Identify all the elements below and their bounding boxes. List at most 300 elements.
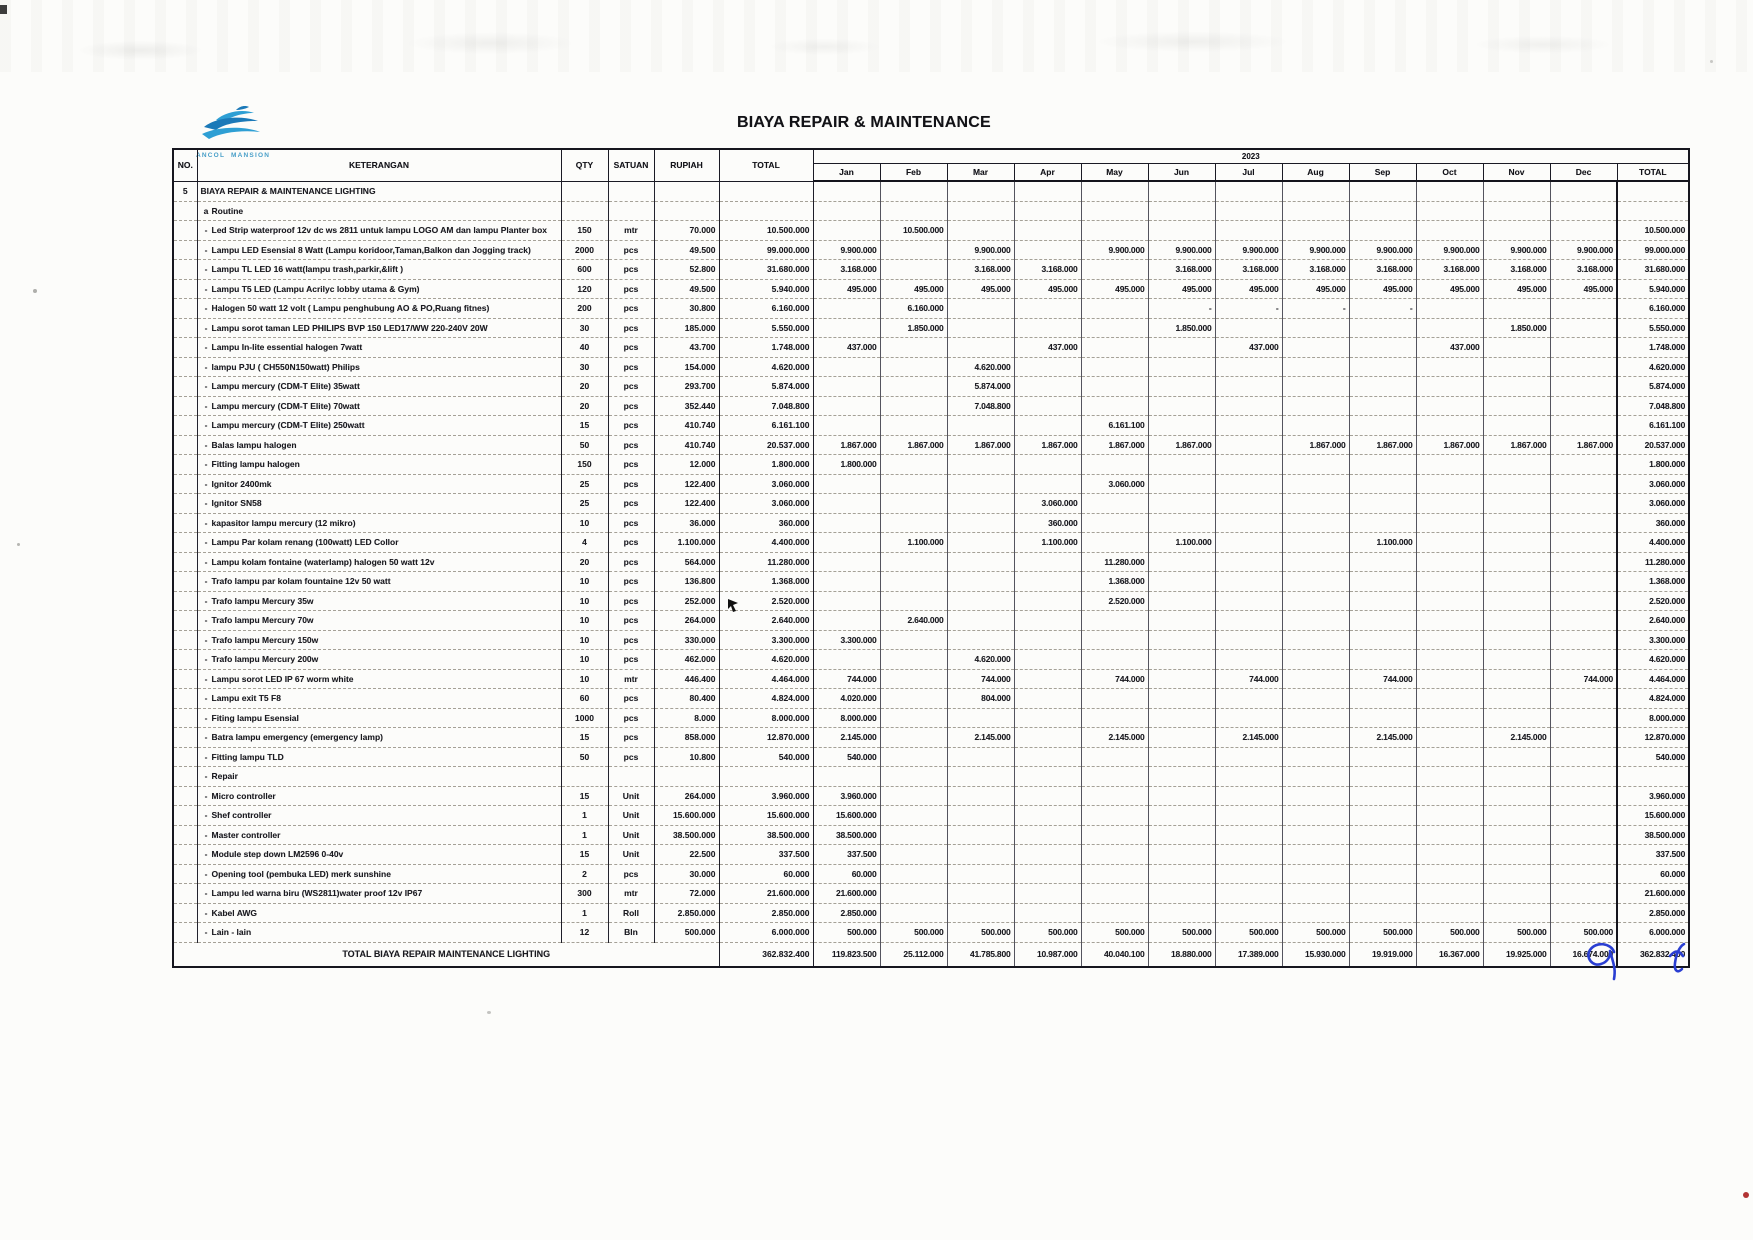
month-header-jun: Jun bbox=[1148, 164, 1215, 182]
qty-cell: 10 bbox=[561, 669, 608, 689]
item-description bbox=[197, 396, 561, 416]
grand-total-month-cell: 119.823.500 bbox=[813, 942, 880, 967]
empty-cell bbox=[1483, 767, 1550, 787]
month-value-cell bbox=[1081, 338, 1148, 358]
rupiah-cell: 564.000 bbox=[654, 552, 719, 572]
month-value-cell bbox=[1550, 357, 1617, 377]
month-value-cell bbox=[1014, 474, 1081, 494]
satuan-cell: pcs bbox=[608, 435, 654, 455]
month-header-oct: Oct bbox=[1416, 164, 1483, 182]
row-number bbox=[173, 630, 197, 650]
month-value-cell bbox=[1550, 572, 1617, 592]
month-value-cell bbox=[1081, 630, 1148, 650]
row-prefix: - bbox=[204, 381, 208, 392]
month-value-cell bbox=[947, 338, 1014, 358]
month-value-cell bbox=[1416, 806, 1483, 826]
month-value-cell: 9.900.000 bbox=[1148, 240, 1215, 260]
row-number bbox=[173, 708, 197, 728]
row-number bbox=[173, 845, 197, 865]
empty-cell bbox=[719, 767, 813, 787]
month-value-cell bbox=[1483, 221, 1550, 241]
grand-total-cell: 1.800.000 bbox=[1617, 455, 1689, 475]
month-value-cell bbox=[947, 903, 1014, 923]
table-row bbox=[173, 767, 1689, 787]
scan-speck bbox=[33, 289, 37, 293]
month-value-cell bbox=[1416, 357, 1483, 377]
month-value-cell: 500.000 bbox=[947, 923, 1014, 943]
month-value-cell bbox=[1014, 747, 1081, 767]
grand-total-month-cell: 25.112.000 bbox=[880, 942, 947, 967]
month-value-cell bbox=[1550, 728, 1617, 748]
qty-cell: 20 bbox=[561, 552, 608, 572]
month-value-cell: 500.000 bbox=[1282, 923, 1349, 943]
total-cell: 4.464.000 bbox=[719, 669, 813, 689]
month-value-cell bbox=[1014, 221, 1081, 241]
empty-cell bbox=[1617, 767, 1689, 787]
month-value-cell: 2.850.000 bbox=[813, 903, 880, 923]
month-value-cell bbox=[813, 552, 880, 572]
month-value-cell: 1.100.000 bbox=[1148, 533, 1215, 553]
total-cell: 3.300.000 bbox=[719, 630, 813, 650]
table-row bbox=[173, 630, 1689, 650]
month-value-cell bbox=[1014, 903, 1081, 923]
scan-speck bbox=[487, 1011, 491, 1014]
month-value-cell bbox=[1483, 845, 1550, 865]
month-value-cell bbox=[1282, 455, 1349, 475]
item-description bbox=[197, 708, 561, 728]
row-prefix: - bbox=[204, 439, 208, 450]
month-value-cell bbox=[947, 611, 1014, 631]
month-value-cell bbox=[1550, 806, 1617, 826]
month-value-cell bbox=[1148, 494, 1215, 514]
month-value-cell bbox=[1550, 845, 1617, 865]
satuan-cell: pcs bbox=[608, 611, 654, 631]
table-row bbox=[173, 221, 1689, 241]
grand-total-grand-cell: 362.832.400 bbox=[1617, 942, 1689, 967]
row-prefix: - bbox=[204, 751, 208, 762]
grand-total-month-cell: 19.925.000 bbox=[1483, 942, 1550, 967]
item-name: Batra lampu emergency (emergency lamp) bbox=[211, 732, 383, 743]
total-cell: 8.000.000 bbox=[719, 708, 813, 728]
month-value-cell bbox=[813, 377, 880, 397]
qty-cell: 10 bbox=[561, 591, 608, 611]
empty-cell bbox=[947, 767, 1014, 787]
empty-cell bbox=[654, 201, 719, 221]
month-value-cell: 9.900.000 bbox=[1416, 240, 1483, 260]
month-value-cell bbox=[1416, 630, 1483, 650]
month-value-cell bbox=[1349, 338, 1416, 358]
empty-cell bbox=[1550, 201, 1617, 221]
month-value-cell bbox=[1282, 533, 1349, 553]
month-value-cell bbox=[880, 552, 947, 572]
month-value-cell: 1.867.000 bbox=[1148, 435, 1215, 455]
month-header-sep: Sep bbox=[1349, 164, 1416, 182]
month-value-cell bbox=[947, 845, 1014, 865]
table-row bbox=[173, 728, 1689, 748]
item-name: Lampu exit T5 F8 bbox=[211, 693, 281, 704]
month-value-cell bbox=[1550, 318, 1617, 338]
month-value-cell bbox=[1215, 689, 1282, 709]
month-value-cell bbox=[813, 533, 880, 553]
month-value-cell bbox=[1148, 806, 1215, 826]
grand-total-cell: 360.000 bbox=[1617, 513, 1689, 533]
row-number bbox=[173, 689, 197, 709]
row-prefix: - bbox=[204, 342, 208, 353]
column-header-total: TOTAL bbox=[719, 149, 813, 181]
grand-total-cell: 60.000 bbox=[1617, 864, 1689, 884]
month-value-cell bbox=[1483, 611, 1550, 631]
empty-cell bbox=[813, 767, 880, 787]
month-value-cell bbox=[947, 630, 1014, 650]
row-number bbox=[173, 728, 197, 748]
month-value-cell bbox=[813, 357, 880, 377]
month-value-cell bbox=[1014, 728, 1081, 748]
satuan-cell: pcs bbox=[608, 318, 654, 338]
month-value-cell bbox=[1349, 494, 1416, 514]
month-value-cell: 11.280.000 bbox=[1081, 552, 1148, 572]
month-value-cell bbox=[1081, 357, 1148, 377]
month-value-cell bbox=[1550, 513, 1617, 533]
month-value-cell bbox=[1349, 357, 1416, 377]
empty-cell bbox=[1081, 201, 1148, 221]
month-value-cell bbox=[1215, 903, 1282, 923]
month-value-cell: 437.000 bbox=[813, 338, 880, 358]
total-cell: 20.537.000 bbox=[719, 435, 813, 455]
month-value-cell bbox=[1081, 318, 1148, 338]
grand-total-cell: 540.000 bbox=[1617, 747, 1689, 767]
month-value-cell bbox=[1416, 572, 1483, 592]
month-value-cell bbox=[1282, 377, 1349, 397]
empty-cell bbox=[1014, 767, 1081, 787]
table-row bbox=[173, 474, 1689, 494]
item-description bbox=[197, 416, 561, 436]
month-value-cell: 7.048.800 bbox=[947, 396, 1014, 416]
table-row bbox=[173, 435, 1689, 455]
empty-cell bbox=[1349, 181, 1416, 201]
month-value-cell bbox=[813, 572, 880, 592]
total-cell: 3.960.000 bbox=[719, 786, 813, 806]
item-name: Lampu mercury (CDM-T Elite) 70watt bbox=[211, 400, 360, 411]
month-value-cell: 744.000 bbox=[1349, 669, 1416, 689]
month-value-cell bbox=[1215, 591, 1282, 611]
satuan-cell: Roll bbox=[608, 903, 654, 923]
month-value-cell bbox=[880, 396, 947, 416]
row-prefix: - bbox=[204, 225, 208, 236]
empty-cell bbox=[880, 767, 947, 787]
table-row bbox=[173, 299, 1689, 319]
table-row bbox=[173, 416, 1689, 436]
month-value-cell bbox=[1349, 903, 1416, 923]
item-description bbox=[197, 357, 561, 377]
item-name: Halogen 50 watt 12 volt ( Lampu penghubung AO & PO,Ruang fitnes) bbox=[211, 303, 490, 314]
grand-total-cell: 5.940.000 bbox=[1617, 279, 1689, 299]
month-value-cell bbox=[1349, 221, 1416, 241]
month-value-cell bbox=[1148, 884, 1215, 904]
row-prefix: - bbox=[204, 907, 208, 918]
total-cell: 2.640.000 bbox=[719, 611, 813, 631]
grand-total-cell: 3.300.000 bbox=[1617, 630, 1689, 650]
grand-total-month-cell: 16.367.000 bbox=[1416, 942, 1483, 967]
month-value-cell bbox=[880, 260, 947, 280]
item-description bbox=[197, 279, 561, 299]
item-description bbox=[197, 903, 561, 923]
month-header-jul: Jul bbox=[1215, 164, 1282, 182]
table-row bbox=[173, 552, 1689, 572]
empty-cell bbox=[654, 767, 719, 787]
month-value-cell bbox=[1282, 416, 1349, 436]
rupiah-cell: 122.400 bbox=[654, 494, 719, 514]
empty-cell bbox=[1282, 767, 1349, 787]
month-value-cell bbox=[1081, 708, 1148, 728]
item-name: Lampu TL LED 16 watt(lampu trash,parkir,&lift ) bbox=[211, 264, 404, 275]
empty-cell bbox=[813, 201, 880, 221]
month-value-cell bbox=[1215, 494, 1282, 514]
month-value-cell bbox=[1416, 416, 1483, 436]
month-header-apr: Apr bbox=[1014, 164, 1081, 182]
qty-cell: 1000 bbox=[561, 708, 608, 728]
month-value-cell bbox=[1014, 864, 1081, 884]
row-prefix: - bbox=[204, 303, 208, 314]
qty-cell: 150 bbox=[561, 221, 608, 241]
table-row bbox=[173, 357, 1689, 377]
month-value-cell bbox=[1483, 455, 1550, 475]
rupiah-cell: 293.700 bbox=[654, 377, 719, 397]
month-value-cell bbox=[1349, 611, 1416, 631]
rupiah-cell: 12.000 bbox=[654, 455, 719, 475]
month-value-cell bbox=[1215, 455, 1282, 475]
grand-total-cell: 31.680.000 bbox=[1617, 260, 1689, 280]
month-value-cell bbox=[1081, 747, 1148, 767]
month-value-cell bbox=[1081, 260, 1148, 280]
month-value-cell: 3.168.000 bbox=[1483, 260, 1550, 280]
qty-cell: 2000 bbox=[561, 240, 608, 260]
row-number bbox=[173, 494, 197, 514]
total-cell: 10.500.000 bbox=[719, 221, 813, 241]
month-value-cell bbox=[1215, 377, 1282, 397]
month-value-cell bbox=[1550, 825, 1617, 845]
total-cell: 21.600.000 bbox=[719, 884, 813, 904]
month-value-cell bbox=[1416, 747, 1483, 767]
table-row bbox=[173, 455, 1689, 475]
satuan-cell: pcs bbox=[608, 533, 654, 553]
group-label bbox=[197, 767, 561, 787]
month-value-cell bbox=[1483, 513, 1550, 533]
empty-cell bbox=[561, 181, 608, 201]
month-value-cell bbox=[1215, 221, 1282, 241]
month-value-cell: 540.000 bbox=[813, 747, 880, 767]
month-value-cell bbox=[880, 884, 947, 904]
empty-cell bbox=[1550, 181, 1617, 201]
month-value-cell bbox=[1282, 474, 1349, 494]
month-value-cell bbox=[880, 650, 947, 670]
table-row bbox=[173, 494, 1689, 514]
rupiah-cell: 264.000 bbox=[654, 611, 719, 631]
item-name: Trafo lampu par kolam fountaine 12v 50 watt bbox=[211, 576, 391, 587]
grand-total-cell: 1.748.000 bbox=[1617, 338, 1689, 358]
item-description bbox=[197, 572, 561, 592]
month-value-cell bbox=[1282, 728, 1349, 748]
month-value-cell bbox=[1081, 845, 1148, 865]
month-value-cell bbox=[1148, 416, 1215, 436]
row-number bbox=[173, 611, 197, 631]
month-value-cell bbox=[1349, 513, 1416, 533]
grand-total-cell: 99.000.000 bbox=[1617, 240, 1689, 260]
month-value-cell bbox=[1483, 396, 1550, 416]
pen-initials-mark bbox=[1566, 932, 1726, 1012]
item-name: Module step down LM2596 0-40v bbox=[211, 849, 344, 860]
total-cell: 15.600.000 bbox=[719, 806, 813, 826]
month-value-cell: 9.900.000 bbox=[1550, 240, 1617, 260]
month-value-cell bbox=[1416, 884, 1483, 904]
month-value-cell bbox=[1148, 650, 1215, 670]
month-value-cell bbox=[1282, 630, 1349, 650]
empty-cell bbox=[1617, 201, 1689, 221]
month-value-cell bbox=[1416, 221, 1483, 241]
row-prefix: - bbox=[204, 498, 208, 509]
month-header-may: May bbox=[1081, 164, 1148, 182]
row-number bbox=[173, 279, 197, 299]
qty-cell: 200 bbox=[561, 299, 608, 319]
month-value-cell bbox=[1483, 786, 1550, 806]
row-prefix: - bbox=[204, 654, 208, 665]
table-row bbox=[173, 572, 1689, 592]
month-value-cell bbox=[1014, 318, 1081, 338]
month-value-cell bbox=[1282, 903, 1349, 923]
month-value-cell bbox=[1483, 357, 1550, 377]
rupiah-cell: 185.000 bbox=[654, 318, 719, 338]
item-description bbox=[197, 728, 561, 748]
month-value-cell bbox=[1349, 864, 1416, 884]
empty-cell bbox=[608, 201, 654, 221]
item-description bbox=[197, 825, 561, 845]
month-value-cell bbox=[1282, 318, 1349, 338]
item-name: Trafo lampu Mercury 70w bbox=[211, 615, 314, 626]
month-value-cell bbox=[1282, 396, 1349, 416]
month-value-cell bbox=[947, 884, 1014, 904]
satuan-cell: mtr bbox=[608, 884, 654, 904]
month-value-cell: 3.300.000 bbox=[813, 630, 880, 650]
month-value-cell: 1.867.000 bbox=[1349, 435, 1416, 455]
item-name: Fiting lampu Esensial bbox=[211, 712, 299, 723]
month-value-cell bbox=[947, 747, 1014, 767]
satuan-cell: pcs bbox=[608, 494, 654, 514]
month-value-cell bbox=[1550, 533, 1617, 553]
item-description bbox=[197, 494, 561, 514]
month-value-cell: 1.850.000 bbox=[1483, 318, 1550, 338]
month-value-cell bbox=[1349, 708, 1416, 728]
cursor-arrow-mark bbox=[727, 599, 740, 614]
month-value-cell: 744.000 bbox=[1215, 669, 1282, 689]
qty-cell: 15 bbox=[561, 416, 608, 436]
month-value-cell bbox=[947, 591, 1014, 611]
rupiah-cell: 122.400 bbox=[654, 474, 719, 494]
month-value-cell: 1.867.000 bbox=[1282, 435, 1349, 455]
satuan-cell: Unit bbox=[608, 825, 654, 845]
qty-cell: 50 bbox=[561, 435, 608, 455]
month-value-cell bbox=[880, 494, 947, 514]
year-header: 2023 bbox=[813, 149, 1689, 164]
group-name: Routine bbox=[211, 205, 244, 216]
month-value-cell bbox=[1215, 513, 1282, 533]
month-value-cell bbox=[1349, 318, 1416, 338]
qty-cell: 25 bbox=[561, 474, 608, 494]
row-number bbox=[173, 435, 197, 455]
month-value-cell: 3.168.000 bbox=[947, 260, 1014, 280]
month-value-cell bbox=[1550, 903, 1617, 923]
month-value-cell bbox=[1416, 552, 1483, 572]
month-value-cell: 500.000 bbox=[1416, 923, 1483, 943]
month-value-cell bbox=[1483, 689, 1550, 709]
month-value-cell bbox=[1483, 825, 1550, 845]
grand-total-cell: 6.161.100 bbox=[1617, 416, 1689, 436]
qty-cell: 10 bbox=[561, 513, 608, 533]
column-header-no: NO. bbox=[173, 149, 197, 181]
qty-cell: 15 bbox=[561, 786, 608, 806]
month-value-cell bbox=[1550, 396, 1617, 416]
month-value-cell: 437.000 bbox=[1014, 338, 1081, 358]
grand-total-cell: 20.537.000 bbox=[1617, 435, 1689, 455]
item-name: Trafo lampu Mercury 200w bbox=[211, 654, 319, 665]
month-value-cell: 495.000 bbox=[1215, 279, 1282, 299]
total-cell: 4.620.000 bbox=[719, 357, 813, 377]
month-value-cell bbox=[1483, 630, 1550, 650]
grand-total-cell: 11.280.000 bbox=[1617, 552, 1689, 572]
total-cell: 1.748.000 bbox=[719, 338, 813, 358]
satuan-cell: pcs bbox=[608, 572, 654, 592]
qty-cell: 30 bbox=[561, 357, 608, 377]
rupiah-cell: 38.500.000 bbox=[654, 825, 719, 845]
row-number bbox=[173, 396, 197, 416]
item-description bbox=[197, 552, 561, 572]
month-value-cell bbox=[1148, 474, 1215, 494]
month-value-cell bbox=[947, 864, 1014, 884]
month-value-cell bbox=[1014, 689, 1081, 709]
item-name: Fitting lampu halogen bbox=[211, 459, 300, 470]
total-cell: 31.680.000 bbox=[719, 260, 813, 280]
month-value-cell bbox=[1349, 747, 1416, 767]
month-value-cell bbox=[1349, 396, 1416, 416]
month-value-cell bbox=[1282, 221, 1349, 241]
month-value-cell bbox=[880, 591, 947, 611]
month-value-cell bbox=[1215, 318, 1282, 338]
column-header-grand-total: TOTAL bbox=[1617, 164, 1689, 182]
table-row bbox=[173, 611, 1689, 631]
month-value-cell bbox=[880, 357, 947, 377]
month-value-cell bbox=[880, 513, 947, 533]
column-header-keterangan: KETERANGAN bbox=[197, 149, 561, 181]
month-value-cell bbox=[1215, 533, 1282, 553]
month-value-cell: 437.000 bbox=[1215, 338, 1282, 358]
month-value-cell bbox=[1349, 591, 1416, 611]
month-value-cell: 3.060.000 bbox=[1081, 474, 1148, 494]
satuan-cell: Unit bbox=[608, 845, 654, 865]
qty-cell: 10 bbox=[561, 630, 608, 650]
grand-total-total-cell: 362.832.400 bbox=[719, 942, 813, 967]
item-name: kapasitor lampu mercury (12 mikro) bbox=[211, 517, 356, 528]
table-row bbox=[173, 669, 1689, 689]
month-value-cell bbox=[1550, 221, 1617, 241]
row-number bbox=[173, 377, 197, 397]
table-row bbox=[173, 318, 1689, 338]
qty-cell: 30 bbox=[561, 318, 608, 338]
empty-cell bbox=[947, 181, 1014, 201]
row-number bbox=[173, 455, 197, 475]
month-value-cell bbox=[947, 552, 1014, 572]
month-value-cell: 38.500.000 bbox=[813, 825, 880, 845]
row-number bbox=[173, 825, 197, 845]
item-name: Micro controller bbox=[211, 790, 276, 801]
month-value-cell bbox=[1349, 416, 1416, 436]
